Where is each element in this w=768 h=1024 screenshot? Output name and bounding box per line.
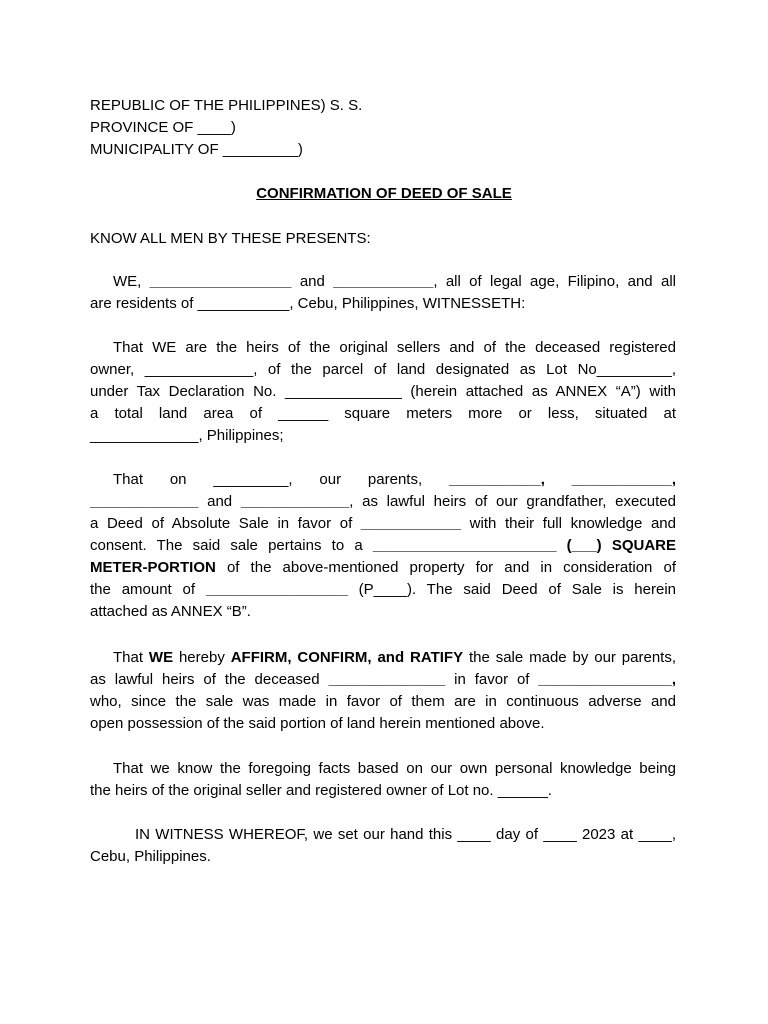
intro-line: KNOW ALL MEN BY THESE PRESENTS:	[90, 230, 371, 247]
p3-line7: attached as ANNEX “B”.	[90, 603, 251, 620]
p3-line6: the amount of _________________ (P____). The said Deed of Sale is herein	[90, 581, 676, 598]
p4-line1: That WE hereby AFFIRM, CONFIRM, and RATIFY the sale made by our parents,	[113, 649, 677, 666]
p4-line4: open possession of the said portion of land herein mentioned above.	[90, 715, 545, 732]
p5-line1: That we know the foregoing facts based on our own personal knowledge being	[113, 760, 676, 777]
p3-line1: That on _________, our parents, ___________, ____________,	[113, 471, 676, 488]
p1-line2: are residents of ___________, Cebu, Philippines, WITNESSETH:	[90, 295, 526, 312]
p6-line2: Cebu, Philippines.	[90, 848, 211, 865]
p3-line3: a Deed of Absolute Sale in favor of ____________ with their full knowledge and	[90, 515, 676, 532]
p2-line4: a total land area of ______ square meters more or less, situated at	[90, 405, 676, 422]
header-republic: REPUBLIC OF THE PHILIPPINES) S. S.	[90, 97, 363, 114]
header-province: PROVINCE OF ____)	[90, 119, 236, 136]
p3-line4: consent. The said sale pertains to a ______________________ (___) SQUARE	[90, 537, 676, 554]
p4-line2: as lawful heirs of the deceased ______________ in favor of ________________,	[90, 671, 677, 688]
p4-line3: who, since the sale was made in favor of them are in continuous adverse and	[90, 693, 676, 710]
p2-line3: under Tax Declaration No. ______________ (herein attached as ANNEX “A”) with	[90, 383, 676, 400]
p2-line2: owner, _____________, of the parcel of land designated as Lot No_________,	[90, 361, 676, 378]
p5-line2: the heirs of the original seller and registered owner of Lot no. ______.	[90, 782, 552, 799]
p3-line5: METER-PORTION of the above-mentioned property for and in consideration of	[90, 559, 676, 576]
header-municipality: MUNICIPALITY OF _________)	[90, 141, 303, 158]
p2-line1: That WE are the heirs of the original sellers and of the deceased registered	[113, 339, 676, 356]
p3-line2: _____________ and _____________, as lawful heirs of our grandfather, executed	[90, 493, 676, 510]
p2-line5: _____________, Philippines;	[90, 427, 284, 444]
document-title: CONFIRMATION OF DEED OF SALE	[256, 185, 512, 202]
p6-line1: IN WITNESS WHEREOF, we set our hand this ____ day of ____ 2023 at ____,	[135, 826, 676, 843]
p1-line1: WE, _________________ and ____________, all of legal age, Filipino, and all	[113, 273, 676, 290]
